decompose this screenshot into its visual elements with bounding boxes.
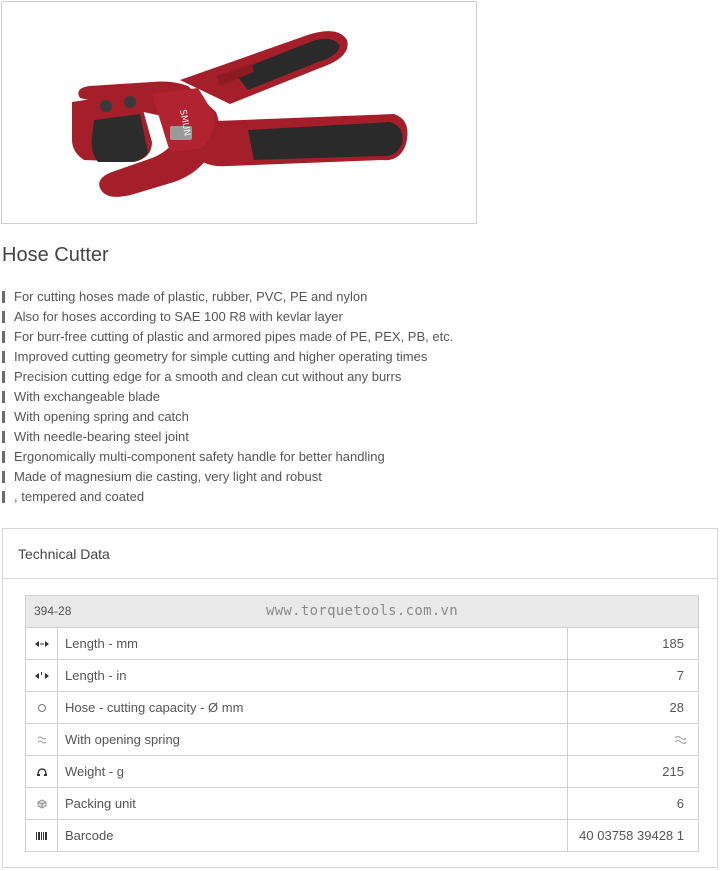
- table-row: [26, 788, 698, 820]
- circle-diameter-icon: [26, 692, 58, 723]
- table-row: [26, 660, 698, 692]
- bullet-bar-icon: [2, 411, 5, 423]
- table-row: [26, 628, 698, 660]
- barcode-icon: [26, 820, 58, 851]
- product-title: Hose Cutter: [2, 244, 109, 266]
- row-value: 40 03758 39428 1: [579, 828, 684, 843]
- row-value: 185: [662, 636, 684, 651]
- bullet-bar-icon: [2, 371, 5, 383]
- bullet-bar-icon: [2, 491, 5, 503]
- feature-item: [2, 427, 702, 447]
- spring-check-icon: [673, 735, 687, 747]
- feature-text: With opening spring and catch: [14, 409, 189, 424]
- feature-item: [2, 387, 702, 407]
- row-value: 28: [669, 700, 684, 715]
- spring-icon: [26, 724, 58, 755]
- bullet-bar-icon: [2, 311, 5, 323]
- feature-item: [2, 467, 702, 487]
- row-value: 215: [662, 764, 684, 779]
- article-code: 394-28: [34, 604, 72, 618]
- brand-logo-text: SMUN: [177, 108, 192, 137]
- feature-item: [2, 307, 702, 327]
- table-row: [26, 756, 698, 788]
- feature-text: With exchangeable blade: [14, 389, 160, 404]
- box-icon: [26, 788, 58, 819]
- length-arrows-inch-icon: [26, 660, 58, 691]
- table-row: [26, 724, 698, 756]
- feature-text: , tempered and coated: [14, 489, 145, 504]
- row-label: Length - mm: [58, 628, 568, 659]
- row-label: Packing unit: [58, 788, 568, 819]
- row-label: With opening spring: [58, 724, 568, 755]
- length-arrows-icon: [26, 628, 58, 659]
- table-row: [26, 692, 698, 724]
- weight-icon: [26, 756, 58, 787]
- row-label: Weight - g: [58, 756, 568, 787]
- bullet-bar-icon: [2, 331, 5, 343]
- site-watermark: www.torquetools.com.vn: [265, 603, 459, 619]
- technical-data-table: [25, 595, 699, 852]
- feature-text: Improved cutting geometry for simple cutting and higher operating times: [14, 349, 428, 364]
- feature-text: For cutting hoses made of plastic, rubber, PVC, PE and nylon: [14, 289, 368, 304]
- bullet-bar-icon: [2, 391, 5, 403]
- feature-item: [2, 367, 702, 387]
- bullet-bar-icon: [2, 351, 5, 363]
- feature-text: Precision cutting edge for a smooth and clean cut without any burrs: [14, 369, 402, 384]
- feature-text: Made of magnesium die casting, very light and robust: [14, 469, 322, 484]
- row-label: Barcode: [58, 820, 568, 851]
- row-label: Length - in: [58, 660, 568, 691]
- table-row: [26, 820, 698, 851]
- bullet-bar-icon: [2, 471, 5, 483]
- feature-text: For burr-free cutting of plastic and armored pipes made of PE, PEX, PB, etc.: [14, 329, 454, 344]
- hose-cutter-image: [2, 2, 477, 224]
- feature-text: With needle-bearing steel joint: [14, 429, 189, 444]
- row-label: Hose - cutting capacity - Ø mm: [58, 692, 568, 723]
- feature-item: [2, 407, 702, 427]
- table-header-row: [26, 596, 698, 628]
- feature-text: Ergonomically multi-component safety handle for better handling: [14, 449, 385, 464]
- feature-list: [2, 287, 702, 507]
- bullet-bar-icon: [2, 431, 5, 443]
- row-value: [568, 724, 698, 755]
- technical-data-panel: [2, 528, 718, 868]
- bullet-bar-icon: [2, 291, 5, 303]
- technical-data-heading[interactable]: Technical Data: [3, 529, 717, 579]
- feature-item: [2, 327, 702, 347]
- feature-item: [2, 447, 702, 467]
- feature-item: [2, 347, 702, 367]
- row-value: 6: [676, 796, 684, 811]
- feature-item: [2, 487, 702, 507]
- bullet-bar-icon: [2, 451, 5, 463]
- row-value: 7: [676, 668, 684, 683]
- feature-item: [2, 287, 702, 307]
- product-image-frame: [1, 1, 477, 224]
- feature-text: Also for hoses according to SAE 100 R8 with kevlar layer: [14, 309, 343, 324]
